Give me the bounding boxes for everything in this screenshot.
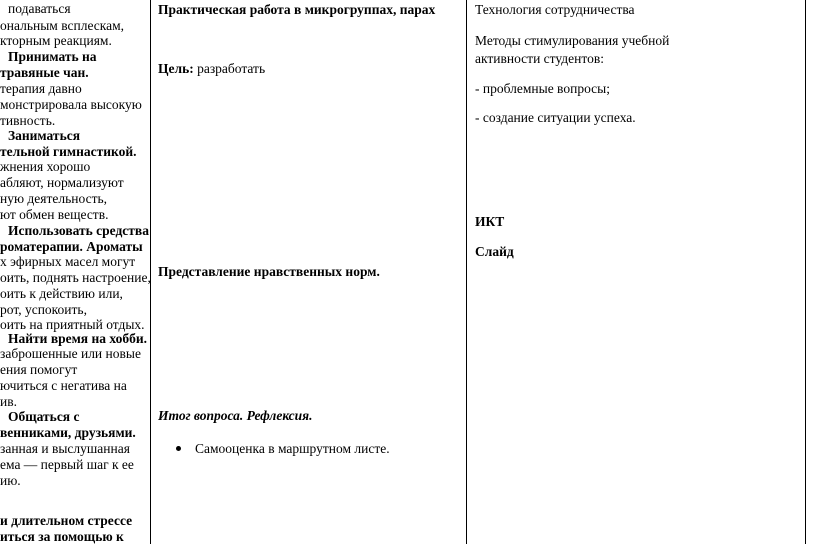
table-border-right (805, 0, 806, 544)
bullet-item: Самооценка в маршрутном листе. (176, 440, 390, 457)
text-line: жнения хорошо (0, 159, 91, 174)
text-line: подаваться (8, 1, 71, 16)
text-line: х эфирных масел могут (0, 254, 136, 269)
heading-line: и длительном стрессе (0, 513, 133, 528)
heading-line: Общаться с (8, 409, 80, 424)
heading-line: тельной гимнастикой. (0, 144, 137, 159)
text-line: ема — первый шаг к ее (0, 457, 134, 472)
text-line: тивность. (0, 113, 56, 128)
text-line: оить к действию или, (0, 286, 123, 301)
column-left (0, 0, 151, 544)
text-line: ональным всплескам, (0, 18, 125, 33)
methods-line-2: активности студентов: (475, 51, 604, 66)
text-line: абляют, нормализуют (0, 175, 124, 190)
heading-line: травяные чан. (0, 65, 89, 80)
methods-item-2: - создание ситуации успеха. (475, 110, 636, 125)
text-line: терапия давно (0, 81, 82, 96)
text-line: ют обмен веществ. (0, 207, 109, 222)
slide-label: Слайд (475, 244, 514, 259)
column-right (475, 0, 803, 544)
section-heading: Практическая работа в микрогруппах, парах (158, 2, 436, 17)
goal-line: Цель: разработать (158, 61, 266, 76)
ikt-heading: ИКТ (475, 214, 505, 229)
heading-line: иться за помощью к (0, 529, 124, 544)
heading-line: Найти время на хобби. (8, 331, 148, 346)
methods-item-1: - проблемные вопросы; (475, 81, 610, 96)
heading-line: Принимать на (8, 49, 97, 64)
text-line: ив. (0, 394, 17, 409)
technology-label: Технология сотрудничества (475, 2, 635, 17)
bullet-icon (176, 446, 181, 451)
text-line: ения помогут (0, 362, 78, 377)
text-line: ючиться с негатива на (0, 378, 127, 393)
text-line: занная и выслушанная (0, 441, 130, 456)
text-line: оить на приятный отдых. (0, 317, 145, 332)
heading-line: роматерапии. Ароматы (0, 239, 143, 254)
heading-line: Заниматься (8, 128, 81, 143)
column-middle (158, 0, 463, 544)
heading-line: венниками, друзьями. (0, 425, 136, 440)
text-line: кторным реакциям. (0, 33, 112, 48)
text-line: рот, успокоить, (0, 302, 87, 317)
text-line: ную деятельность, (0, 191, 108, 206)
text-line: заброшенные или новые (0, 346, 141, 361)
summary-heading: Итог вопроса. Рефлексия. (158, 408, 313, 423)
methods-line-1: Методы стимулирования учебной (475, 33, 670, 48)
text-line: ию. (0, 473, 21, 488)
heading-line: Использовать средства (8, 223, 149, 238)
table-border-middle (466, 0, 467, 544)
norms-heading: Представление нравственных норм. (158, 264, 380, 279)
text-line: монстрировала высокую (0, 97, 142, 112)
text-line: оить, поднять настроение, (0, 270, 151, 285)
